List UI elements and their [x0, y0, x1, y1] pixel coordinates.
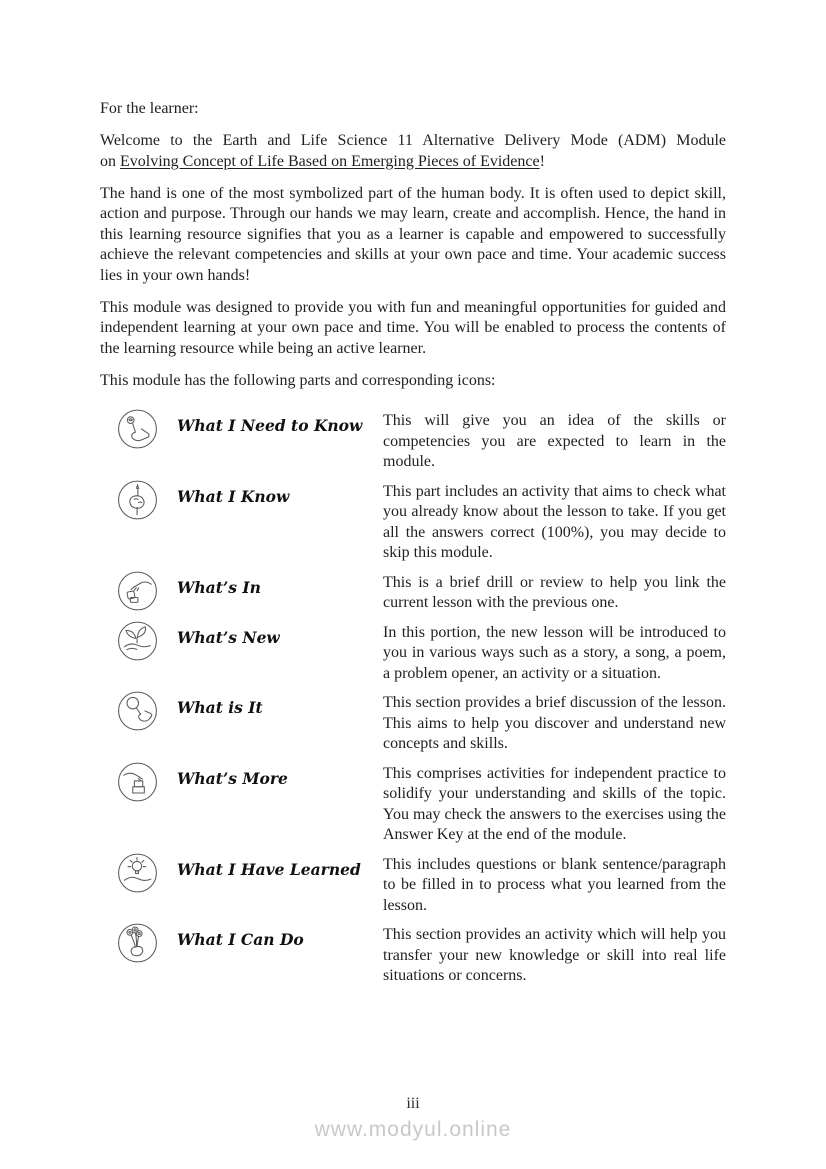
part-row-what-i-have-learned — [100, 850, 726, 917]
hand-holding-magnifier-icon — [116, 690, 159, 732]
part-description: This is a brief drill or review to help you link the current lesson with the previous one. — [383, 573, 726, 611]
part-label: What’s New — [177, 627, 280, 647]
part-row-whats-more — [100, 759, 726, 846]
part-description: This section provides a brief discussion of the lesson. This aims to help you discover and understand new concepts and skills. — [383, 694, 726, 752]
part-description: This section provides an activity which will help you transfer your new knowledge or skill into real life situations or concerns. — [383, 926, 726, 984]
hand-holding-flowers-icon — [116, 922, 159, 964]
page-number: iii — [406, 1095, 420, 1112]
hand-holding-pencil-icon — [116, 479, 159, 521]
module-designed-paragraph: This module was designed to provide you with fun and meaningful opportunities for guided and independent learning at your own pace and time. You will be enabled to process the contents of the learning resource while being an active learner. — [100, 298, 726, 357]
hand-with-lightbulb-icon — [116, 852, 159, 894]
part-label: What I Need to Know — [177, 416, 363, 435]
part-label: What’s More — [177, 768, 288, 788]
welcome-suffix: ! — [539, 152, 545, 170]
welcome-line1: Welcome to the Earth and Life Science 11 Alternative Delivery Mode (ADM) Module — [100, 132, 726, 149]
welcome-paragraph — [100, 131, 726, 172]
watermark: www.modyul.online — [314, 1118, 512, 1141]
part-row-whats-new — [100, 618, 726, 685]
part-label: What I Can Do — [177, 930, 304, 949]
part-description: This will give you an idea of the skills or competencies you are expected to learn in the module. — [383, 412, 726, 470]
part-label: What I Know — [177, 486, 290, 506]
part-description: This part includes an activity that aims to check what you already know about the lesson to take. If you get all the answers correct (100%), you may decide to skip this module. — [383, 482, 726, 561]
welcome-line2-prefix: on — [100, 152, 120, 170]
hand-linking-pieces-icon — [116, 570, 159, 612]
part-label: What I Have Learned — [177, 859, 361, 879]
part-row-what-i-need-to-know — [100, 406, 726, 473]
part-description: In this portion, the new lesson will be introduced to you in various ways such as a story, a song, a poem, a problem opener, an activity or a situation. — [383, 623, 726, 682]
for-the-learner-heading: For the learner: — [100, 100, 199, 117]
part-row-what-i-can-do — [100, 920, 726, 987]
part-label: What’s In — [177, 577, 261, 597]
hand-stacking-blocks-icon — [116, 761, 159, 803]
hand-holding-sprout-icon — [116, 620, 159, 662]
hand-pressing-button-icon — [116, 408, 159, 450]
module-title-underlined: Evolving Concept of Life Based on Emerging Pieces of Evidence — [120, 152, 540, 170]
part-description: This includes questions or blank sentence/paragraph to be filled in to process what you learned from the lesson. — [383, 855, 726, 914]
part-description: This comprises activities for independent practice to solidify your understanding and skills of the topic. You may check the answers to the exercises using the Answer Key at the end of the module. — [383, 764, 726, 843]
part-row-what-i-know — [100, 477, 726, 564]
part-row-what-is-it — [100, 688, 726, 755]
parts-intro-paragraph: This module has the following parts and corresponding icons: — [100, 371, 496, 389]
parts-table — [100, 406, 726, 987]
part-row-whats-in — [100, 568, 726, 614]
hand-paragraph: The hand is one of the most symbolized part of the human body. It is often used to depict skill, action and purpose. Through our hands we may learn, create and accomplish. Hence, the hand in this learning resource signifies that you as a learner is capable and empowered to successfully achieve the relevant competencies and skills at your own pace and time. Your academic success lies in your own hands! — [100, 184, 726, 284]
part-label: What is It — [177, 698, 263, 717]
page-footer — [0, 1094, 826, 1141]
